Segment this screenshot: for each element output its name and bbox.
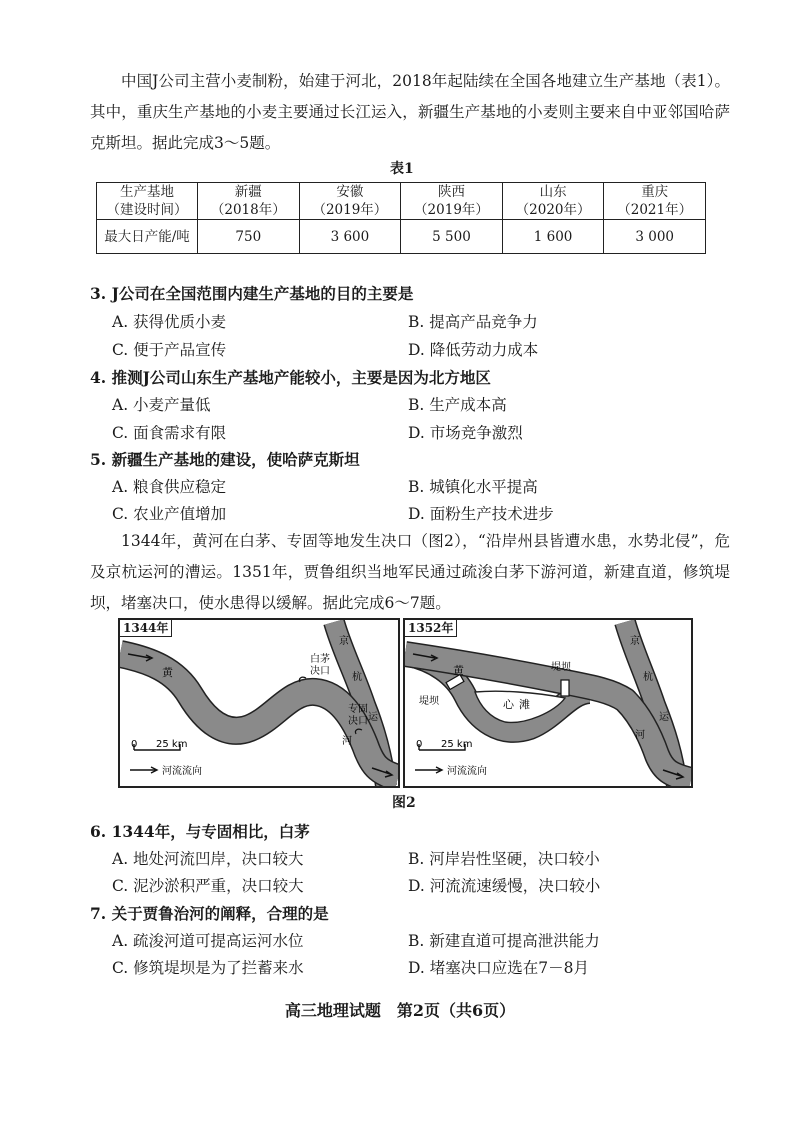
- map-1352: [403, 618, 693, 788]
- canal-char-1: 京: [339, 636, 349, 647]
- q6-option-b[interactable]: B. 河岸岩性坚硬，决口较小: [408, 850, 600, 868]
- question-5-stem: 5. 新疆生产基地的建设，使哈萨克斯坦: [90, 450, 360, 469]
- q4-option-d[interactable]: D. 市场竞争激烈: [408, 424, 523, 442]
- map-1344-year: 1344年: [120, 620, 172, 637]
- flow-legend-label: 河流流向: [447, 766, 487, 777]
- production-base-table: [96, 182, 706, 254]
- table-column-xinjiang: 新疆 （2018年）: [198, 183, 300, 220]
- canal-char-3: 运: [368, 712, 378, 723]
- zhuangu-label: 专固: [348, 704, 368, 715]
- table-cell: 5 500: [401, 220, 503, 254]
- q7-option-d[interactable]: D. 堵塞决口应选在7－8月: [408, 959, 589, 977]
- q7-option-a[interactable]: A. 疏浚河道可提高运河水位: [112, 932, 304, 950]
- table-caption: 表1: [390, 161, 414, 177]
- river-label-he: 河: [635, 730, 645, 741]
- river-label: 黄: [162, 666, 173, 679]
- intro-paragraph-2: 1344年，黄河在白茅、专固等地发生决口（图2），“沿岸州县皆遭水患，水势北侵”，危及京杭运河的漕运。1351年，贾鲁组织当地军民通过疏浚白茅下游河道，新建直道，修筑堤坝，堵塞决口，使水患得以缓解。据此完成6～7题。: [90, 532, 730, 612]
- question-4-stem: 4. 推测J公司山东生产基地产能较小，主要是因为北方地区: [90, 368, 491, 387]
- river-label: 黄: [453, 664, 464, 677]
- table-column-shandong: 山东 （2020年）: [502, 183, 604, 220]
- canal-char-2: 杭: [352, 672, 362, 683]
- table-row-header-capacity: 最大日产能/吨: [97, 220, 198, 254]
- canal-char-1: 京: [630, 636, 640, 647]
- q6-option-d[interactable]: D. 河流流速缓慢，决口较小: [408, 877, 601, 895]
- q5-option-d[interactable]: D. 面粉生产技术进步: [408, 505, 554, 523]
- table-column-shaanxi: 陕西 （2019年）: [401, 183, 503, 220]
- dam-label-left: 堤坝: [419, 696, 439, 707]
- baimao-label: 白茅: [310, 654, 330, 665]
- table-column-anhui: 安徽 （2019年）: [299, 183, 401, 220]
- scale-label: 25 km: [441, 739, 473, 750]
- table-cell: 750: [198, 220, 300, 254]
- question-6-stem: 6. 1344年，与专固相比，白茅: [90, 822, 310, 841]
- intro-paragraph-1: 中国J公司主营小麦制粉，始建于河北，2018年起陆续在全国各地建立生产基地（表1）。其中，重庆生产基地的小麦主要通过长江运入，新疆生产基地的小麦则主要来自中亚邻国哈萨克斯坦。据此完成3～5题。: [90, 72, 730, 152]
- table-cell: 1 600: [502, 220, 604, 254]
- q4-option-c[interactable]: C. 面食需求有限: [112, 424, 227, 442]
- q3-option-b[interactable]: B. 提高产品竞争力: [408, 313, 538, 331]
- baimao-breach-label: 决口: [310, 666, 330, 677]
- question-7-stem: 7. 关于贾鲁治河的阐释，合理的是: [90, 904, 329, 923]
- canal-char-2: 杭: [643, 672, 653, 683]
- question-3-stem: 3. J公司在全国范围内建生产基地的目的主要是: [90, 284, 414, 303]
- q5-option-a[interactable]: A. 粮食供应稳定: [112, 478, 227, 496]
- q6-option-a[interactable]: A. 地处河流凹岸，决口较大: [112, 850, 304, 868]
- map-1352-year: 1352年: [405, 620, 457, 637]
- canal-char-3: 运: [659, 712, 669, 723]
- q7-option-b[interactable]: B. 新建直道可提高泄洪能力: [408, 932, 600, 950]
- page-footer: 高三地理试题 第2页（共6页）: [284, 1001, 516, 1020]
- q3-option-c[interactable]: C. 便于产品宣传: [112, 341, 227, 359]
- island-char-2: 滩: [519, 698, 530, 711]
- dam-label-right: 堤坝: [551, 662, 571, 673]
- map-1344: [118, 618, 400, 788]
- table-cell: 3 000: [604, 220, 706, 254]
- q6-option-c[interactable]: C. 泥沙淤积严重，决口较大: [112, 877, 304, 895]
- map-1344-drawing: [120, 620, 398, 786]
- map-1352-drawing: [405, 620, 691, 786]
- island-char-1: 心: [503, 698, 514, 711]
- flow-legend-label: 河流流向: [162, 766, 202, 777]
- scale-zero: 0: [416, 739, 423, 750]
- scale-label: 25 km: [156, 739, 188, 750]
- zhuangu-breach-label: 决口: [348, 716, 368, 727]
- q3-option-a[interactable]: A. 获得优质小麦: [112, 313, 227, 331]
- q5-option-b[interactable]: B. 城镇化水平提高: [408, 478, 538, 496]
- q3-option-d[interactable]: D. 降低劳动力成本: [408, 341, 539, 359]
- table-column-chongqing: 重庆 （2021年）: [604, 183, 706, 220]
- table-header-cell: 生产基地 （建设时间）: [97, 183, 198, 220]
- river-label-he: 河: [342, 736, 352, 747]
- q5-option-c[interactable]: C. 农业产值增加: [112, 505, 227, 523]
- q7-option-c[interactable]: C. 修筑堤坝是为了拦蓄来水: [112, 959, 304, 977]
- q4-option-a[interactable]: A. 小麦产量低: [112, 396, 211, 414]
- scale-zero: 0: [131, 739, 138, 750]
- figure-caption: 图2: [392, 795, 416, 811]
- q4-option-b[interactable]: B. 生产成本高: [408, 396, 507, 414]
- table-cell: 3 600: [299, 220, 401, 254]
